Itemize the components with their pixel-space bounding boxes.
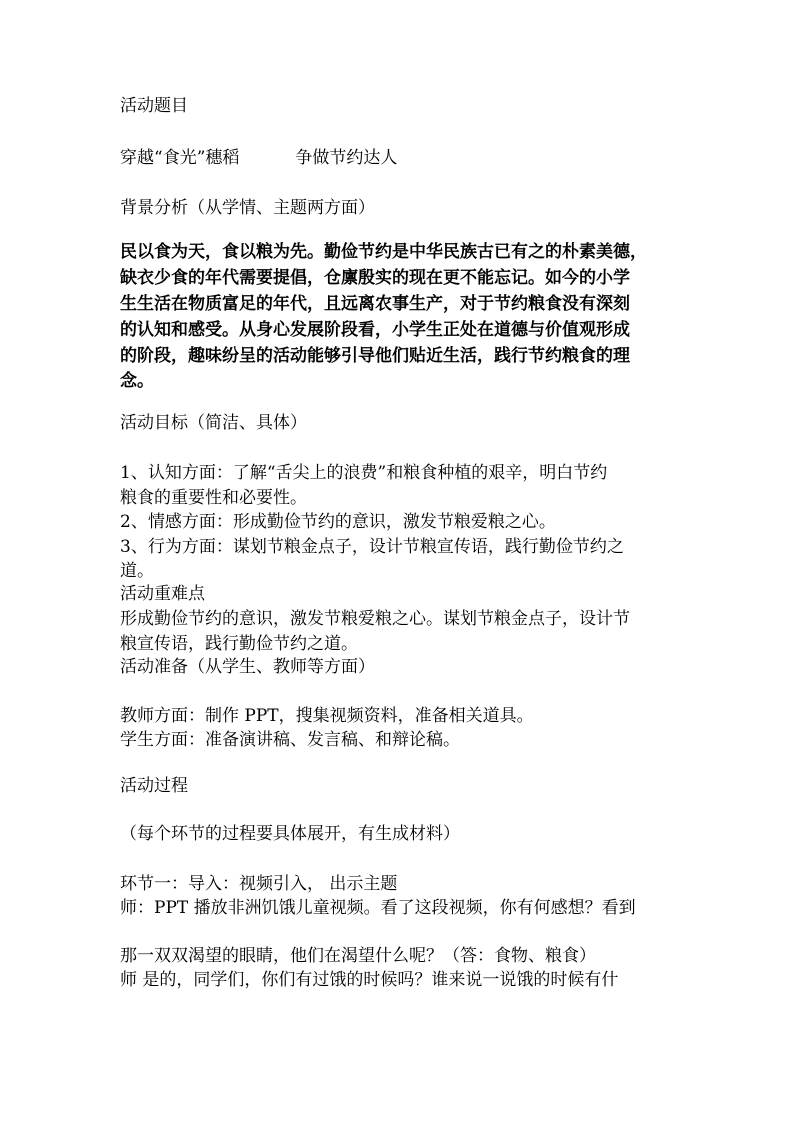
activity-title-heading: 活动题目 xyxy=(120,96,188,116)
goals-line: 3、行为方面：谋划节粮金点子，设计节粮宣传语，践行勤俭节约之 xyxy=(120,537,624,557)
goals-line: 1、认知方面：了解“舌尖上的浪费”和粮食种植的艰辛，明白节约 xyxy=(120,463,608,483)
activity-title-part1: 穿越“食光”穗稻 xyxy=(120,148,240,168)
key-points-heading: 活动重难点 xyxy=(120,584,205,604)
process-heading: 活动过程 xyxy=(120,776,188,796)
key-points-line: 粮宣传语，践行勤俭节约之道。 xyxy=(120,634,358,654)
background-paragraph-line: 民以食为天，食以粮为先。勤俭节约是中华民族古已有之的朴素美德， xyxy=(120,242,647,262)
step1-continued-line: 师 是的，同学们，你们有过饿的时候吗？谁来说一说饿的时候有什 xyxy=(120,970,619,990)
activity-title xyxy=(120,146,397,170)
background-paragraph-line: 生生活在物质富足的年代，且远离农事生产，对于节约粮食没有深刻 xyxy=(120,294,630,314)
process-note: （每个环节的过程要具体展开，有生成材料） xyxy=(120,824,460,844)
preparation-heading: 活动准备（从学生、教师等方面） xyxy=(120,657,375,677)
goals-line: 2、情感方面：形成勤俭节约的意识，激发节粮爱粮之心。 xyxy=(120,512,556,532)
background-paragraph-line: 念。 xyxy=(120,371,154,391)
goals-line: 道。 xyxy=(120,561,154,581)
background-paragraph-line: 的认知和感受。从身心发展阶段看，小学生正处在道德与价值观形成 xyxy=(120,320,630,340)
background-heading: 背景分析（从学情、主题两方面） xyxy=(120,198,375,218)
step1-line: 环节一：导入：视频引入， 出示主题 xyxy=(120,874,398,894)
activity-title-part2: 争做节约达人 xyxy=(295,148,398,168)
key-points-line: 形成勤俭节约的意识，激发节粮爱粮之心。谋划节粮金点子，设计节 xyxy=(120,609,630,629)
step1-continued-line: 那一双双渴望的眼睛，他们在渴望什么呢？（答：食物、粮食） xyxy=(120,946,596,966)
preparation-line: 学生方面：准备演讲稿、发言稿、和辩论稿。 xyxy=(120,730,460,750)
background-paragraph-line: 的阶段，趣味纷呈的活动能够引导他们贴近生活，践行节约粮食的理 xyxy=(120,346,630,366)
step1-line: 师：PPT 播放非洲饥饿儿童视频。看了这段视频，你有何感想？看到 xyxy=(120,898,636,918)
goals-heading: 活动目标（简洁、具体） xyxy=(120,413,307,433)
goals-line: 粮食的重要性和必要性。 xyxy=(120,488,307,508)
background-paragraph-line: 缺衣少食的年代需要提倡，仓廪殷实的现在更不能忘记。如今的小学 xyxy=(120,268,630,288)
preparation-line: 教师方面：制作 PPT，搜集视频资料，准备相关道具。 xyxy=(120,706,534,726)
